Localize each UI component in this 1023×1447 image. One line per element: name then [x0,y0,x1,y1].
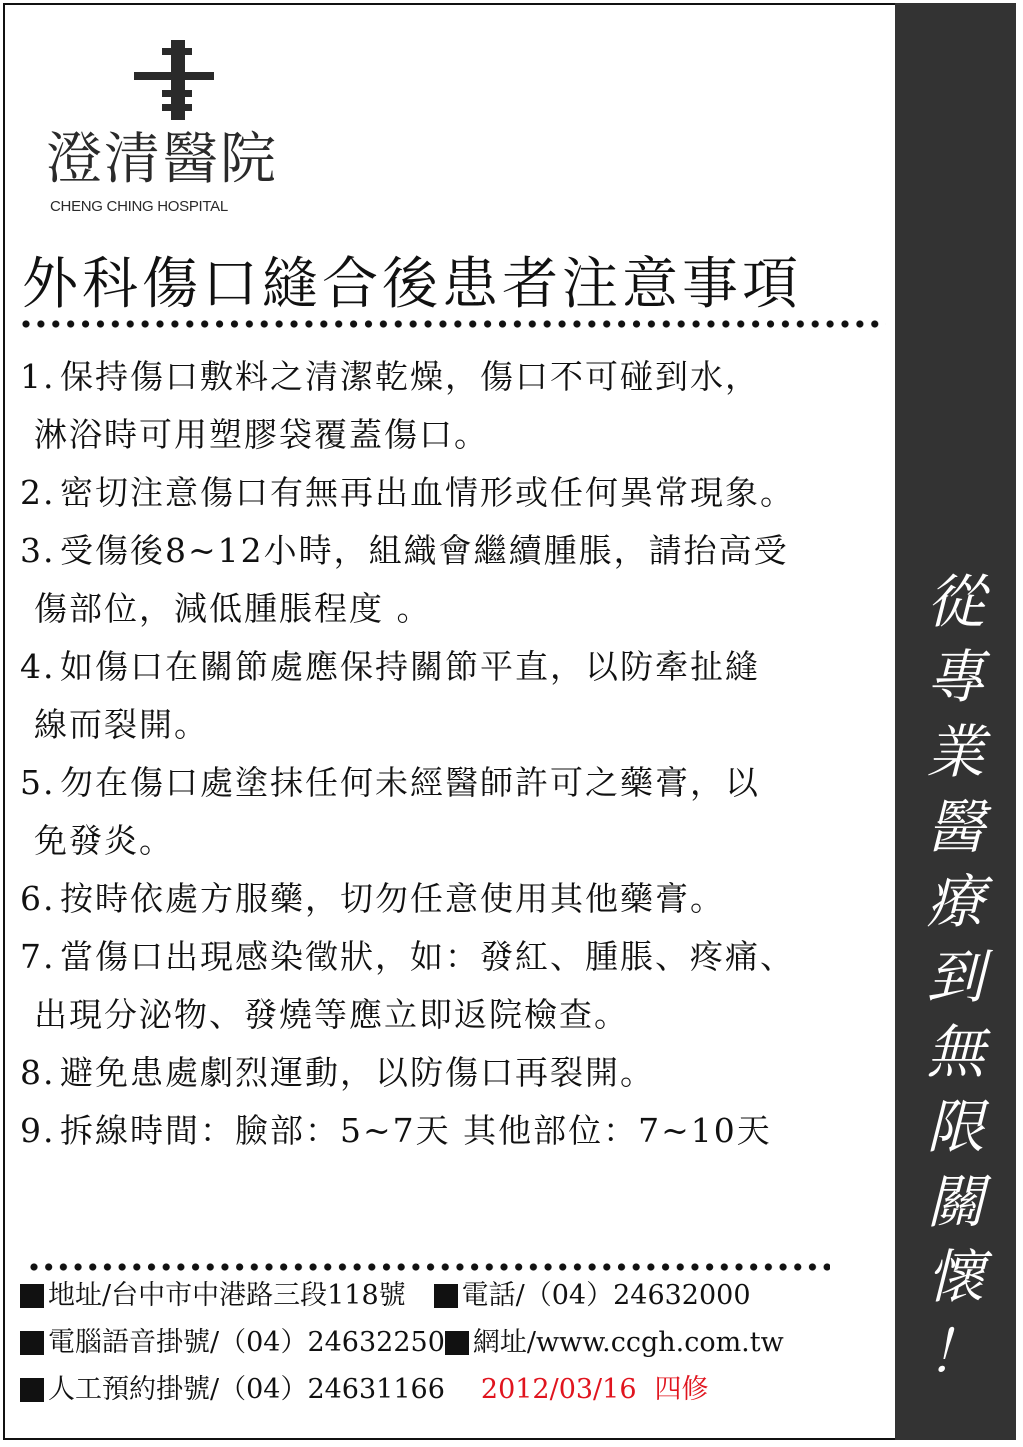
instruction-text: 保持傷口敷料之清潔乾燥，傷口不可碰到水， [60,357,760,396]
slogan-char: 限 [926,1093,985,1161]
bullet-square-icon [20,1284,44,1308]
slogan-char: 醫 [926,793,985,861]
hospital-name-en: CHENG CHING HOSPITAL [50,198,228,215]
instruction-number: 9. [20,1111,56,1150]
page-title: 外科傷口縫合後患者注意事項 [22,252,802,317]
instruction-text: 密切注意傷口有無再出血情形或任何異常現象。 [60,473,795,512]
instruction-item [20,754,950,870]
instruction-text-continued: 出現分泌物、發燒等應立即返院檢查。 [34,995,629,1034]
address-text: 地址/台中市中港路三段118號 [48,1280,406,1311]
slogan-char: 無 [926,1018,985,1086]
cheng-ching-cross-logo-icon [134,40,214,120]
slogan-char: 專 [926,643,985,711]
contact-footer [20,1272,950,1413]
slogan-char: 業 [926,718,985,786]
bullet-square-icon [20,1378,44,1402]
instruction-number: 3. [20,531,56,570]
instruction-number: 6. [20,879,56,918]
revision-date: 2012/03/16 [480,1374,637,1405]
instruction-number: 2. [20,473,56,512]
instruction-number: 8. [20,1053,56,1092]
instruction-item [20,928,950,1044]
bullet-square-icon [434,1284,458,1308]
instruction-text-continued: 淋浴時可用塑膠袋覆蓋傷口。 [34,415,489,454]
instruction-text: 當傷口出現感染徵狀，如：發紅、腫脹、疼痛、 [60,937,795,976]
slogan-char: 懷 [926,1243,985,1311]
slogan-char: ！ [926,1318,985,1386]
website-link[interactable]: 網址/www.ccgh.com.tw [472,1327,784,1358]
voice-registration-text: 電腦語音掛號/（04）24632250 [48,1327,445,1358]
instruction-item [20,1044,950,1102]
phone-text: 電話/（04）24632000 [461,1280,751,1311]
instruction-text: 勿在傷口處塗抹任何未經醫師許可之藥膏，以 [60,763,760,802]
slogan-char: 從 [926,568,985,636]
instruction-item [20,1102,950,1160]
instruction-item [20,638,950,754]
hospital-name-zh: 澄清醫院 [46,127,278,192]
dotted-divider-top [22,320,886,328]
bullet-square-icon [445,1331,469,1355]
instruction-item [20,522,950,638]
instruction-text-continued: 免發炎。 [34,821,174,860]
instruction-item [20,870,950,928]
instruction-list [20,348,950,1160]
instruction-number: 1. [20,357,56,396]
instruction-text-continued: 傷部位，減低腫脹程度 。 [34,589,432,628]
slogan-char: 關 [926,1168,985,1236]
instruction-number: 7. [20,937,56,976]
vertical-slogan [895,565,1016,1390]
instruction-text-continued: 線而裂開。 [34,705,209,744]
instruction-number: 5. [20,763,56,802]
bullet-square-icon [20,1331,44,1355]
instruction-item [20,464,950,522]
instruction-text: 按時依處方服藥，切勿任意使用其他藥膏。 [60,879,725,918]
instruction-text: 如傷口在關節處應保持關節平直，以防牽扯縫 [60,647,760,686]
instruction-number: 4. [20,647,56,686]
slogan-char: 療 [926,868,985,936]
slogan-char: 到 [926,943,985,1011]
revision-label: 四修 [654,1374,709,1405]
instruction-text: 受傷後8~12小時，組織會繼續腫脹，請抬高受 [60,531,789,570]
manual-registration-text: 人工預約掛號/（04）24631166 [48,1374,445,1405]
instruction-text: 拆線時間：臉部：5~7天 其他部位：7~10天 [60,1111,772,1150]
dotted-divider-bottom [30,1263,830,1271]
instruction-item [20,348,950,464]
instruction-text: 避免患處劇烈運動，以防傷口再裂開。 [60,1053,655,1092]
